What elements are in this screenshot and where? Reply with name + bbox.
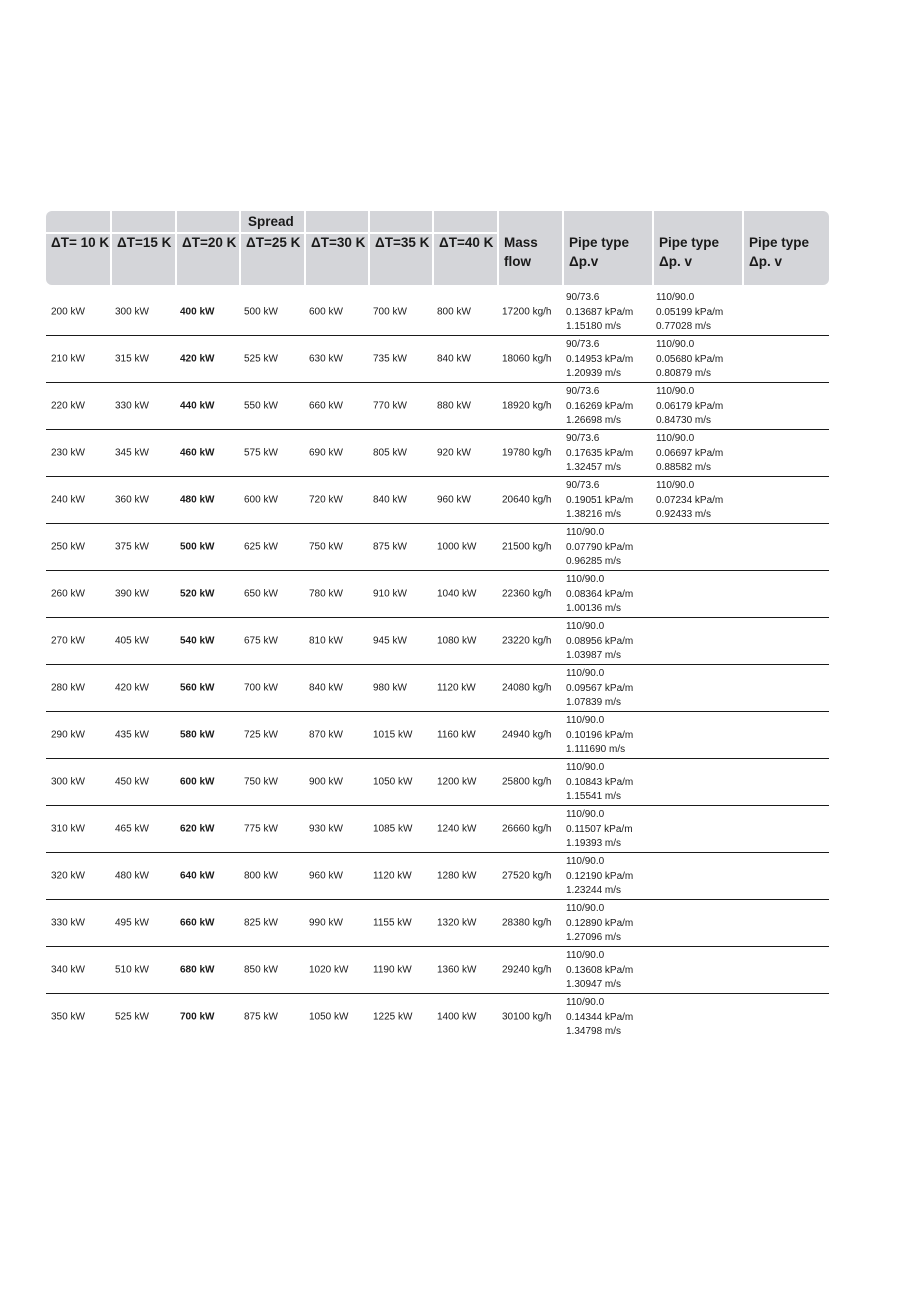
pipe-spec-line: 0.13687 kPa/m [566, 306, 634, 318]
cell-dt10: 210 kW [51, 353, 85, 365]
cell-dt35: 910 kW [373, 588, 407, 600]
cell-pipe-type-2 [656, 338, 723, 382]
cell-dt15: 375 kW [115, 541, 149, 553]
cell-dt15: 495 kW [115, 917, 149, 929]
cell-pipe-type-1 [566, 808, 633, 852]
cell-dt15: 480 kW [115, 870, 149, 882]
cell-pipe-type-1 [566, 573, 633, 617]
pipe-spec-line: 0.77028 m/s [656, 321, 712, 333]
cell-mass-flow: 28380 kg/h [502, 917, 552, 929]
pipe-spec-line: 90/73.6 [566, 480, 600, 491]
pipe-spec-line: 110/90.0 [656, 292, 695, 303]
column-header-label: ΔT=40 K [439, 235, 494, 250]
cell-dt25: 775 kW [244, 823, 278, 835]
table-row [46, 759, 829, 806]
cell-dt40: 1280 kW [437, 870, 477, 882]
cell-dt40: 1000 kW [437, 541, 477, 553]
table-row [46, 336, 829, 383]
cell-dt30: 810 kW [309, 635, 343, 647]
cell-dt10: 270 kW [51, 635, 85, 647]
cell-pipe-type-1 [566, 385, 633, 429]
cell-pipe-type-1 [566, 432, 633, 476]
table-row [46, 665, 829, 712]
pipe-spec-line: 1.34798 m/s [566, 1026, 622, 1038]
cell-dt30: 1020 kW [309, 964, 349, 976]
pipe-spec-line: 0.13608 kPa/m [566, 964, 634, 976]
table-row [46, 289, 829, 336]
cell-dt15: 525 kW [115, 1011, 149, 1023]
pipe-spec-line: 0.06697 kPa/m [656, 447, 724, 459]
cell-dt30: 780 kW [309, 588, 343, 600]
column-header-label: Pipe type Δp. v [749, 235, 810, 269]
column-header-label: ΔT=25 K [246, 235, 301, 250]
table-row [46, 712, 829, 759]
cell-dt10: 250 kW [51, 541, 85, 553]
cell-dt15: 330 kW [115, 400, 149, 412]
spread-group-title: Spread [248, 214, 294, 229]
column-header-label: Mass flow [504, 235, 538, 269]
pipe-spec-line: 110/90.0 [566, 809, 605, 820]
pipe-spec-line: 110/90.0 [656, 339, 695, 350]
cell-dt15: 435 kW [115, 729, 149, 741]
cell-mass-flow: 22360 kg/h [502, 588, 552, 600]
table-row [46, 618, 829, 665]
cell-dt40: 800 kW [437, 306, 471, 318]
cell-dt25: 800 kW [244, 870, 278, 882]
cell-dt25: 575 kW [244, 447, 278, 459]
cell-dt10: 350 kW [51, 1011, 85, 1023]
cell-mass-flow: 18060 kg/h [502, 353, 552, 365]
cell-dt40: 880 kW [437, 400, 471, 412]
pipe-spec-line: 0.80879 m/s [656, 368, 712, 380]
cell-dt20: 700 kW [180, 1011, 215, 1023]
cell-dt40: 1320 kW [437, 917, 477, 929]
cell-dt10: 330 kW [51, 917, 85, 929]
cell-dt40: 1200 kW [437, 776, 477, 788]
pipe-spec-line: 1.07839 m/s [566, 697, 622, 709]
table-header [46, 211, 829, 285]
cell-dt30: 720 kW [309, 494, 343, 506]
pipe-spec-line: 1.27096 m/s [566, 932, 622, 944]
cell-dt30: 660 kW [309, 400, 343, 412]
pipe-spec-line: 110/90.0 [566, 527, 605, 538]
cell-dt40: 1240 kW [437, 823, 477, 835]
column-header-dt35 [368, 211, 432, 285]
cell-dt30: 960 kW [309, 870, 343, 882]
column-header-pipe-type-3 [742, 211, 829, 285]
cell-pipe-type-1 [566, 667, 633, 711]
cell-dt35: 1225 kW [373, 1011, 413, 1023]
cell-dt25: 550 kW [244, 400, 278, 412]
column-header-dt30 [304, 211, 368, 285]
pipe-spec-line: 1.111690 m/s [566, 744, 626, 756]
pipe-spec-line: 0.88582 m/s [656, 462, 712, 474]
cell-dt20: 660 kW [180, 917, 215, 929]
cell-dt35: 735 kW [373, 353, 407, 365]
cell-dt15: 390 kW [115, 588, 149, 600]
pipe-spec-line: 1.20939 m/s [566, 368, 622, 380]
pipe-spec-line: 0.10843 kPa/m [566, 776, 634, 788]
cell-pipe-type-1 [566, 761, 633, 805]
cell-dt40: 1160 kW [437, 729, 476, 741]
pipe-spec-line: 0.08364 kPa/m [566, 588, 634, 600]
pipe-spec-line: 0.09567 kPa/m [566, 682, 634, 694]
cell-dt15: 510 kW [115, 964, 149, 976]
column-header-mass-flow [497, 211, 562, 285]
pipe-spec-line: 1.30947 m/s [566, 979, 622, 991]
pipe-spec-line: 1.32457 m/s [566, 462, 622, 474]
pipe-spec-line: 110/90.0 [656, 386, 695, 397]
cell-dt30: 1050 kW [309, 1011, 349, 1023]
column-header-dt40 [432, 211, 497, 285]
pipe-spec-line: 0.96285 m/s [566, 556, 622, 568]
column-header-label: ΔT=35 K [375, 235, 430, 250]
cell-dt30: 990 kW [309, 917, 343, 929]
cell-dt25: 650 kW [244, 588, 278, 600]
cell-pipe-type-1 [566, 526, 633, 570]
cell-pipe-type-2 [656, 479, 723, 523]
column-header-label: ΔT=30 K [311, 235, 366, 250]
cell-dt40: 920 kW [437, 447, 471, 459]
pipe-spec-line: 1.23244 m/s [566, 885, 622, 897]
cell-dt20: 480 kW [180, 494, 215, 506]
pipe-spec-line: 90/73.6 [566, 292, 600, 303]
table-row [46, 994, 829, 1040]
cell-dt15: 420 kW [115, 682, 149, 694]
cell-dt20: 440 kW [180, 400, 215, 412]
cell-dt30: 630 kW [309, 353, 343, 365]
cell-dt15: 360 kW [115, 494, 149, 506]
column-header-dt15 [110, 211, 175, 285]
cell-dt35: 840 kW [373, 494, 407, 506]
cell-pipe-type-1 [566, 338, 633, 382]
pipe-spec-line: 0.14344 kPa/m [566, 1011, 634, 1023]
cell-mass-flow: 30100 kg/h [502, 1011, 552, 1023]
pipe-spec-line: 0.07790 kPa/m [566, 541, 634, 553]
cell-dt15: 450 kW [115, 776, 149, 788]
cell-pipe-type-1 [566, 479, 633, 523]
cell-dt15: 345 kW [115, 447, 149, 459]
cell-mass-flow: 23220 kg/h [502, 635, 552, 647]
pipe-spec-line: 0.12890 kPa/m [566, 917, 634, 929]
pipe-spec-line: 0.84730 m/s [656, 415, 712, 427]
cell-dt35: 700 kW [373, 306, 407, 318]
cell-dt25: 825 kW [244, 917, 278, 929]
pipe-spec-line: 110/90.0 [566, 903, 605, 914]
cell-dt30: 600 kW [309, 306, 343, 318]
pipe-spec-line: 90/73.6 [566, 339, 600, 350]
cell-dt35: 770 kW [373, 400, 407, 412]
cell-dt25: 675 kW [244, 635, 278, 647]
cell-dt20: 640 kW [180, 870, 215, 882]
cell-dt25: 525 kW [244, 353, 278, 365]
pipe-spec-line: 1.15180 m/s [566, 321, 622, 333]
cell-dt30: 900 kW [309, 776, 343, 788]
pipe-spec-line: 0.14953 kPa/m [566, 353, 634, 365]
cell-pipe-type-1 [566, 949, 633, 993]
cell-dt30: 750 kW [309, 541, 343, 553]
cell-dt15: 300 kW [115, 306, 149, 318]
cell-dt10: 260 kW [51, 588, 85, 600]
column-header-dt25 [239, 211, 304, 285]
cell-dt40: 1080 kW [437, 635, 477, 647]
pipe-spec-line: 1.00136 m/s [566, 603, 622, 615]
column-header-label: Pipe type Δp. v [659, 235, 720, 269]
cell-dt15: 465 kW [115, 823, 149, 835]
cell-dt35: 1015 kW [373, 729, 413, 741]
cell-dt40: 840 kW [437, 353, 471, 365]
cell-mass-flow: 17200 kg/h [502, 306, 552, 318]
cell-dt20: 420 kW [180, 353, 215, 365]
pipe-spec-line: 110/90.0 [656, 480, 695, 491]
cell-dt10: 290 kW [51, 729, 85, 741]
pipe-spec-line: 0.05680 kPa/m [656, 353, 724, 365]
cell-dt40: 1040 kW [437, 588, 477, 600]
cell-dt15: 315 kW [115, 353, 149, 365]
cell-pipe-type-1 [566, 902, 633, 946]
performance-table [46, 211, 829, 1040]
cell-dt20: 540 kW [180, 635, 215, 647]
cell-dt10: 220 kW [51, 400, 85, 412]
pipe-spec-line: 110/90.0 [566, 621, 605, 632]
cell-dt40: 1400 kW [437, 1011, 477, 1023]
cell-mass-flow: 18920 kg/h [502, 400, 552, 412]
pipe-spec-line: 110/90.0 [566, 997, 605, 1008]
cell-dt25: 500 kW [244, 306, 278, 318]
pipe-spec-line: 0.06179 kPa/m [656, 400, 724, 412]
cell-dt10: 300 kW [51, 776, 85, 788]
pipe-spec-line: 110/90.0 [566, 762, 605, 773]
cell-dt40: 1360 kW [437, 964, 477, 976]
cell-dt30: 930 kW [309, 823, 343, 835]
pipe-spec-line: 110/90.0 [566, 574, 605, 585]
pipe-spec-line: 0.19051 kPa/m [566, 494, 634, 506]
cell-dt10: 340 kW [51, 964, 85, 976]
cell-dt25: 600 kW [244, 494, 278, 506]
column-header-dt10 [46, 211, 110, 285]
cell-mass-flow: 26660 kg/h [502, 823, 552, 835]
cell-mass-flow: 29240 kg/h [502, 964, 552, 976]
pipe-spec-line: 1.15541 m/s [566, 791, 622, 803]
cell-dt40: 1120 kW [437, 682, 476, 694]
cell-pipe-type-1 [566, 855, 633, 899]
table-row [46, 900, 829, 947]
table-row [46, 524, 829, 571]
cell-pipe-type-1 [566, 996, 633, 1040]
pipe-spec-line: 110/90.0 [566, 668, 605, 679]
cell-mass-flow: 24080 kg/h [502, 682, 552, 694]
cell-dt25: 875 kW [244, 1011, 278, 1023]
column-header-label: ΔT=20 K [182, 235, 237, 250]
table-row [46, 477, 829, 524]
cell-dt35: 805 kW [373, 447, 407, 459]
cell-dt35: 1155 kW [373, 917, 412, 929]
cell-dt30: 840 kW [309, 682, 343, 694]
cell-pipe-type-1 [566, 620, 633, 664]
cell-mass-flow: 24940 kg/h [502, 729, 552, 741]
pipe-spec-line: 0.07234 kPa/m [656, 494, 724, 506]
cell-mass-flow: 19780 kg/h [502, 447, 552, 459]
cell-dt40: 960 kW [437, 494, 471, 506]
cell-dt35: 875 kW [373, 541, 407, 553]
pipe-spec-line: 1.26698 m/s [566, 415, 622, 427]
pipe-spec-line: 110/90.0 [656, 433, 695, 444]
cell-dt20: 580 kW [180, 729, 215, 741]
table-row [46, 853, 829, 900]
table-row [46, 383, 829, 430]
pipe-spec-line: 0.11507 kPa/m [566, 823, 633, 835]
pipe-spec-line: 110/90.0 [566, 715, 605, 726]
pipe-spec-line: 1.03987 m/s [566, 650, 622, 662]
pipe-spec-line: 0.17635 kPa/m [566, 447, 634, 459]
cell-dt25: 725 kW [244, 729, 278, 741]
table-row [46, 806, 829, 853]
cell-dt20: 520 kW [180, 588, 215, 600]
cell-mass-flow: 20640 kg/h [502, 494, 552, 506]
pipe-spec-line: 0.12190 kPa/m [566, 870, 634, 882]
cell-dt30: 870 kW [309, 729, 343, 741]
cell-mass-flow: 21500 kg/h [502, 541, 552, 553]
cell-dt35: 945 kW [373, 635, 407, 647]
cell-dt25: 625 kW [244, 541, 278, 553]
pipe-spec-line: 0.10196 kPa/m [566, 729, 634, 741]
cell-dt20: 460 kW [180, 447, 215, 459]
cell-pipe-type-1 [566, 291, 633, 335]
cell-dt35: 1190 kW [373, 964, 412, 976]
cell-dt10: 230 kW [51, 447, 85, 459]
cell-dt20: 500 kW [180, 541, 215, 553]
cell-dt20: 680 kW [180, 964, 215, 976]
column-header-label: ΔT=15 K [117, 235, 172, 250]
cell-dt20: 600 kW [180, 776, 215, 788]
pipe-spec-line: 110/90.0 [566, 950, 605, 961]
cell-dt35: 980 kW [373, 682, 407, 694]
cell-pipe-type-2 [656, 432, 723, 476]
table-row [46, 430, 829, 477]
pipe-spec-line: 90/73.6 [566, 433, 600, 444]
column-header-dt20 [175, 211, 239, 285]
cell-dt25: 850 kW [244, 964, 278, 976]
cell-dt10: 240 kW [51, 494, 85, 506]
cell-dt25: 700 kW [244, 682, 278, 694]
cell-dt25: 750 kW [244, 776, 278, 788]
cell-dt20: 400 kW [180, 306, 215, 318]
pipe-spec-line: 0.05199 kPa/m [656, 306, 724, 318]
cell-dt35: 1050 kW [373, 776, 413, 788]
pipe-spec-line: 0.08956 kPa/m [566, 635, 634, 647]
cell-pipe-type-2 [656, 291, 723, 335]
cell-dt35: 1120 kW [373, 870, 412, 882]
cell-dt35: 1085 kW [373, 823, 413, 835]
cell-dt15: 405 kW [115, 635, 149, 647]
pipe-spec-line: 1.19393 m/s [566, 838, 622, 850]
table-row [46, 571, 829, 618]
cell-dt20: 620 kW [180, 823, 215, 835]
cell-dt30: 690 kW [309, 447, 343, 459]
pipe-spec-line: 110/90.0 [566, 856, 605, 867]
cell-dt10: 310 kW [51, 823, 85, 835]
column-header-label: Pipe type Δp.v [569, 235, 630, 269]
cell-dt10: 200 kW [51, 306, 85, 318]
pipe-spec-line: 90/73.6 [566, 386, 600, 397]
pipe-spec-line: 0.92433 m/s [656, 509, 712, 521]
pipe-spec-line: 0.16269 kPa/m [566, 400, 634, 412]
column-header-label: ΔT= 10 K [51, 235, 110, 250]
table-row [46, 947, 829, 994]
cell-dt10: 280 kW [51, 682, 85, 694]
pipe-spec-line: 1.38216 m/s [566, 509, 622, 521]
cell-pipe-type-2 [656, 385, 723, 429]
column-header-pipe-type-2 [652, 211, 742, 285]
cell-mass-flow: 27520 kg/h [502, 870, 552, 882]
table-body [46, 289, 829, 1040]
cell-dt20: 560 kW [180, 682, 215, 694]
cell-mass-flow: 25800 kg/h [502, 776, 552, 788]
cell-dt10: 320 kW [51, 870, 85, 882]
cell-pipe-type-1 [566, 714, 633, 758]
column-header-pipe-type-1 [562, 211, 652, 285]
